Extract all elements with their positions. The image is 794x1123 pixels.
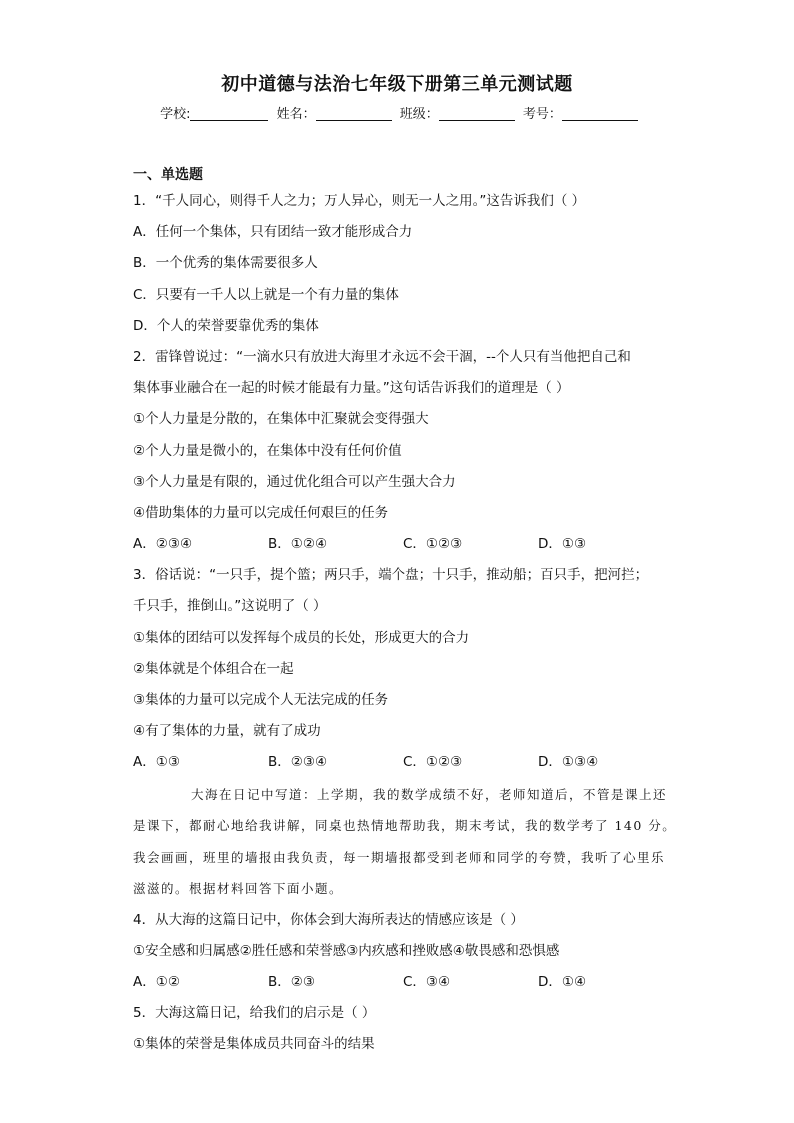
question-3-option-a[interactable]: A．①③ [133,754,180,771]
number-label: 考号： [522,107,562,122]
question-2-item-1: ①个人力量是分散的，在集体中汇聚就会变得强大 [133,411,429,428]
reading-material [133,779,677,905]
question-4-option-a[interactable]: A．①② [133,973,180,990]
question-2-options [133,529,673,560]
class-label: 班级： [399,107,439,122]
question-4-option-b[interactable]: B．②③ [268,973,315,990]
material-line-1: 大海在日记中写道：上学期，我的数学成绩不好，老师知道后，不管是课上还 [191,786,668,802]
question-2-option-a[interactable]: A．②③④ [133,536,193,553]
name-blank[interactable] [316,106,392,121]
class-blank[interactable] [439,106,515,121]
page-title: 初中道德与法治七年级下册第三单元测试题 [221,74,573,95]
school-blank[interactable] [190,106,268,121]
question-4-stem: 4．从大海的这篇日记中，你体会到大海所表达的情感应该是（ ） [133,911,524,928]
question-5-item-1: ①集体的荣誉是集体成员共同奋斗的结果 [133,1036,375,1053]
question-1-option-a[interactable]: A．任何一个集体，只有团结一致才能形成合力 [133,224,413,241]
question-2-item-3: ③个人力量是有限的，通过优化组合可以产生强大合力 [133,473,456,490]
question-3-item-4: ④有了集体的力量，就有了成功 [133,723,321,740]
question-3-stem: 3．俗话说：“一只手，提个篮；两只手，端个盘；十只手，推动船；百只手，把河拦； [133,567,649,584]
question-3-option-c[interactable]: C．①②③ [403,754,463,771]
question-3-item-3: ③集体的力量可以完成个人无法完成的任务 [133,692,389,708]
name-label: 姓名： [276,107,316,122]
question-2-item-4: ④借助集体的力量可以完成任何艰巨的任务 [133,504,389,521]
question-3-item-2: ②集体就是个体组合在一起 [133,660,294,677]
question-2-option-b[interactable]: B．①②④ [268,536,328,553]
question-3-options [133,747,673,778]
number-blank[interactable] [562,106,638,121]
material-line-3: 我会画画，班里的墙报由我负责，每一期墙报都受到老师和同学的夸赞，我听了心里乐 [133,849,666,865]
question-list [133,164,677,1061]
material-line-2: 是课下，都耐心地给我讲解，同桌也热情地帮助我，期末考试，我的数学考了 140 分。 [133,818,677,834]
question-2-option-c[interactable]: C．①②③ [403,536,463,553]
material-line-4: 滋滋的。根据材料回答下面小题。 [133,881,344,897]
question-5-stem: 5．大海这篇日记，给我们的启示是（ ） [133,1005,376,1022]
question-2-stem-cont: 集体事业融合在一起的时候才能最有力量。”这句话告诉我们的道理是（ ） [133,380,570,397]
question-1-option-d[interactable]: D．个人的荣誉要靠优秀的集体 [133,317,319,334]
student-info-line [0,103,794,122]
question-4-options [133,967,673,998]
question-3-option-b[interactable]: B．②③④ [268,754,328,771]
question-4-option-c[interactable]: C．③④ [403,973,451,990]
section-heading: 一、单选题 [133,167,203,183]
question-3-stem-cont: 千只手，推倒山。”这说明了（ ） [133,598,327,615]
question-1-option-b[interactable]: B．一个优秀的集体需要很多人 [133,255,318,272]
school-label: 学校: [160,107,191,122]
question-2-option-d[interactable]: D．①③ [538,536,587,553]
question-4-option-d[interactable]: D．①④ [538,973,587,990]
question-3-item-1: ①集体的团结可以发挥每个成员的长处，形成更大的合力 [133,629,470,646]
question-1-option-c[interactable]: C．只要有一千人以上就是一个有力量的集体 [133,286,399,303]
question-3-option-d[interactable]: D．①③④ [538,754,599,771]
question-2-stem: 2．雷锋曾说过：“一滴水只有放进大海里才永远不会干涸，--个人只有当他把自己和 [133,348,631,365]
question-4-items: ①安全感和归属感②胜任感和荣誉感③内疚感和挫败感④敬畏感和恐惧感 [133,942,560,959]
question-1-stem: 1．“千人同心，则得千人之力；万人异心，则无一人之用。”这告诉我们（ ） [133,193,586,209]
question-2-item-2: ②个人力量是微小的，在集体中没有任何价值 [133,442,402,459]
